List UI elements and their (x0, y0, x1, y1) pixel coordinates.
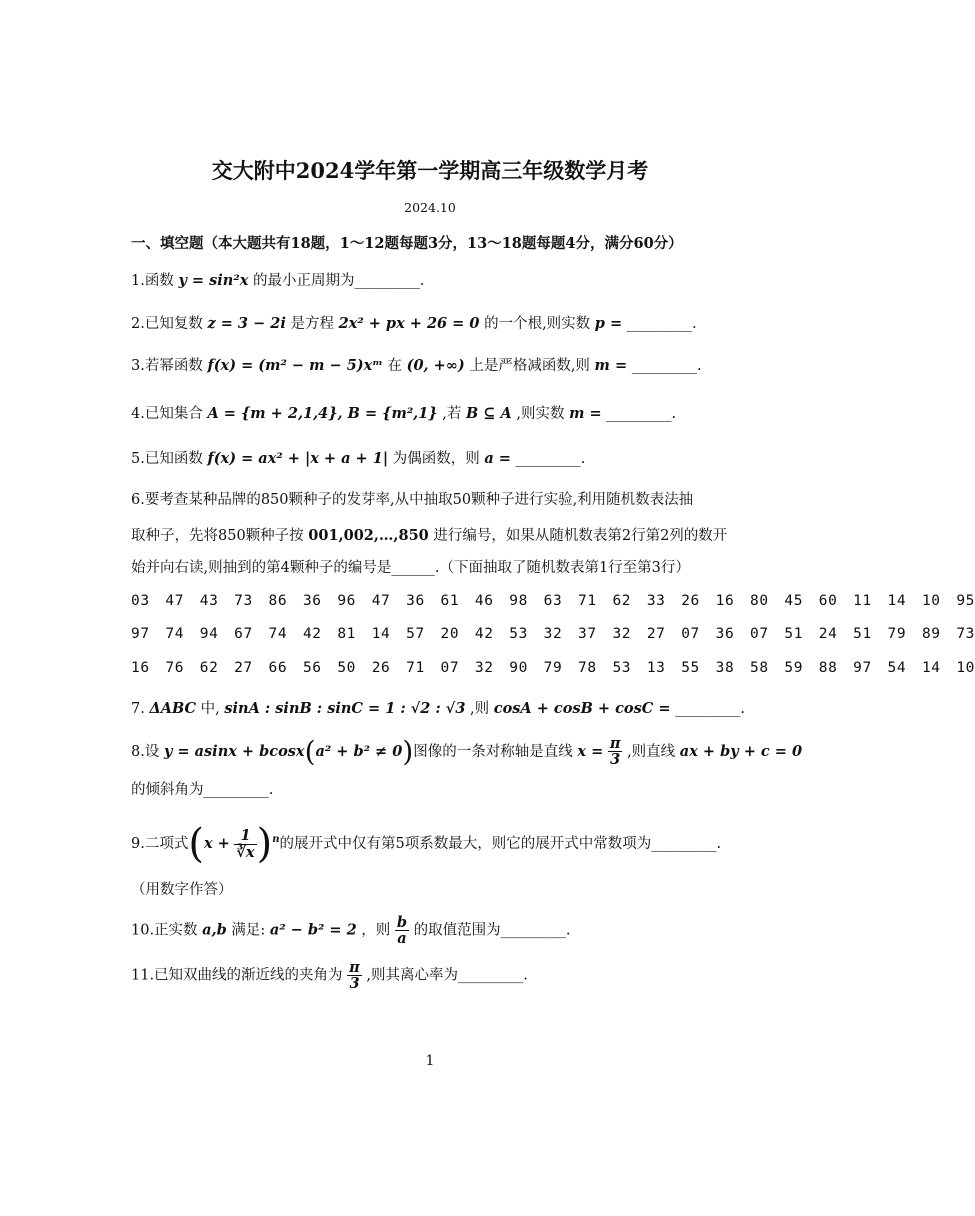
question-3 (131, 357, 702, 375)
q6-l2-math: 001,002,…,850 (308, 527, 429, 544)
q4-pre: 4.已知集合 (131, 406, 208, 422)
q7-m2: sinA : sinB : sinC = 1 : √2 : √3 (224, 700, 466, 717)
q1-post: 的最小正周期为_________. (248, 273, 425, 289)
random-table-row-2: 97 74 94 67 74 42 81 14 57 20 42 53 32 37 32 27 07 36 07 51 24 51 79 89 73 (131, 626, 975, 642)
q7-mid: 中, (196, 701, 225, 717)
question-2 (131, 315, 697, 333)
q8-m4: ax + by + c = 0 (679, 742, 803, 760)
random-table-row-1: 03 47 43 73 86 36 96 47 36 61 46 98 63 71 62 33 26 16 80 45 60 11 14 10 95 (131, 593, 975, 609)
q4-mid: ,若 (437, 406, 466, 422)
q8-close-paren: ) (402, 735, 414, 768)
q7-m1: ΔABC (149, 700, 197, 717)
page-number: 1 (425, 1053, 435, 1069)
q8-open-paren: ( (304, 735, 316, 768)
q8-frac-den: 3 (610, 751, 621, 769)
q3-mid: 在 (382, 358, 407, 374)
q9-close-paren: ) (256, 821, 273, 867)
q2-post: _________. (622, 316, 697, 332)
q5-mid: 为偶函数，则 (388, 451, 485, 467)
q9-exponent: n (272, 834, 280, 846)
q9-open-paren: ( (188, 821, 204, 867)
q8-m2: a² + b² ≠ 0 (315, 742, 403, 760)
q10-m1: a,b (202, 921, 227, 939)
question-11 (131, 960, 528, 991)
q6-l2-pre: 取种子，先将850颗种子按 (131, 528, 309, 544)
q9-pre: 9.二项式 (131, 836, 189, 852)
q10-mid2: ，则 (356, 922, 395, 939)
exam-date: 2024.10 (404, 200, 456, 215)
q11-fraction (347, 960, 362, 991)
question-10 (131, 915, 571, 946)
q10-frac-den: a (397, 930, 407, 948)
q11-frac-num: π (349, 959, 360, 976)
q4-m2: B ⊆ A (465, 405, 512, 422)
q2-pre: 2.已知复数 (131, 316, 208, 332)
q2-m1: z = 3 − 2i (207, 315, 286, 332)
q3-mid2: 上是严格减函数,则 (464, 358, 595, 374)
q4-mid2: ,则实数 (511, 406, 570, 422)
q10-fraction (395, 915, 409, 946)
question-1 (131, 272, 424, 290)
q8-mid2: ,则直线 (622, 743, 680, 760)
q1-pre: 1.函数 (131, 273, 179, 289)
q2-m3: p = (594, 315, 623, 332)
q4-m3: m = (569, 405, 602, 422)
q9-fraction (234, 828, 256, 859)
question-8 (131, 735, 802, 769)
q9-frac-num: 1 (234, 828, 256, 844)
q9-post: 的展开式中仅有第5项系数最大，则它的展开式中常数项为_________. (279, 836, 722, 852)
random-table-row-3: 16 76 62 27 66 56 50 26 71 07 32 90 79 78 53 13 55 38 58 59 88 97 54 14 10 (131, 660, 975, 676)
section-heading: 一、填空题（本大题共有18题，1～12题每题3分，13～18题每题4分，满分60分） (131, 235, 683, 252)
q8-pre: 8.设 (131, 743, 164, 760)
q11-frac-den: 3 (349, 975, 360, 993)
exam-title: 交大附中2024学年第一学期高三年级数学月考 (211, 158, 649, 183)
q5-m2: a = (484, 450, 511, 467)
q9-m1: x + (203, 835, 230, 852)
question-5 (131, 450, 585, 468)
q8-frac-num: π (609, 735, 621, 753)
q10-frac-num: b (396, 914, 408, 931)
q7-m3: cosA + cosB + cosC = (493, 700, 671, 717)
q10-mid: 满足: (226, 922, 270, 939)
q2-mid2: 的一个根,则实数 (479, 316, 595, 332)
question-7 (131, 700, 745, 718)
q3-m1: f(x) = (m² − m − 5)xᵐ (207, 357, 383, 374)
q1-math: y = sin²x (178, 272, 249, 289)
q3-pre: 3.若幂函数 (131, 358, 208, 374)
q5-m1: f(x) = ax² + |x + a + 1| (207, 450, 389, 467)
question-9-line-2: （用数字作答） (131, 882, 233, 898)
q8-m3: x = (577, 742, 604, 760)
question-4 (131, 405, 676, 423)
q11-post: ,则其离心率为_________. (361, 967, 528, 984)
q4-m1: A = {m + 2,1,4}, B = {m²,1} (207, 405, 438, 422)
q3-m2: (0, +∞) (406, 357, 465, 374)
question-9 (131, 820, 721, 868)
q7-mid2: ,则 (465, 701, 494, 717)
question-8-line-2: 的倾斜角为_________. (131, 782, 274, 798)
q10-m2: a² − b² = 2 (269, 921, 357, 939)
q3-m3: m = (594, 357, 628, 374)
q2-mid: 是方程 (285, 316, 339, 332)
q5-pre: 5.已知函数 (131, 451, 208, 467)
q4-post: _________. (601, 406, 677, 422)
question-6-line-3: 始并向右读,则抽到的第4颗种子的编号是______.（下面抽取了随机数表第1行至第3行） (131, 560, 690, 576)
q3-post: _________. (627, 358, 702, 374)
q10-pre: 10.正实数 (131, 922, 203, 939)
q10-post: 的取值范围为_________. (409, 922, 571, 939)
q5-post: _________. (510, 451, 586, 467)
q11-pre: 11.已知双曲线的渐近线的夹角为 (131, 967, 348, 984)
question-6-line-2 (131, 527, 727, 545)
q9-frac-den: ∛x (236, 843, 255, 861)
question-6-line-1: 6.要考查某种品牌的850颗种子的发芽率,从中抽取50颗种子进行实验,利用随机数表法抽 (131, 492, 694, 508)
q8-fraction (608, 736, 623, 767)
q7-pre: 7. (131, 701, 150, 717)
q6-l2-post: 进行编号，如果从随机数表第2行第2列的数开 (428, 528, 728, 544)
q2-m2: 2x² + px + 26 = 0 (338, 315, 480, 332)
q7-post: _________. (670, 701, 745, 717)
q8-mid: 图像的一条对称轴是直线 (413, 743, 578, 760)
q8-m1: y = asinx + bcosx (163, 742, 305, 760)
